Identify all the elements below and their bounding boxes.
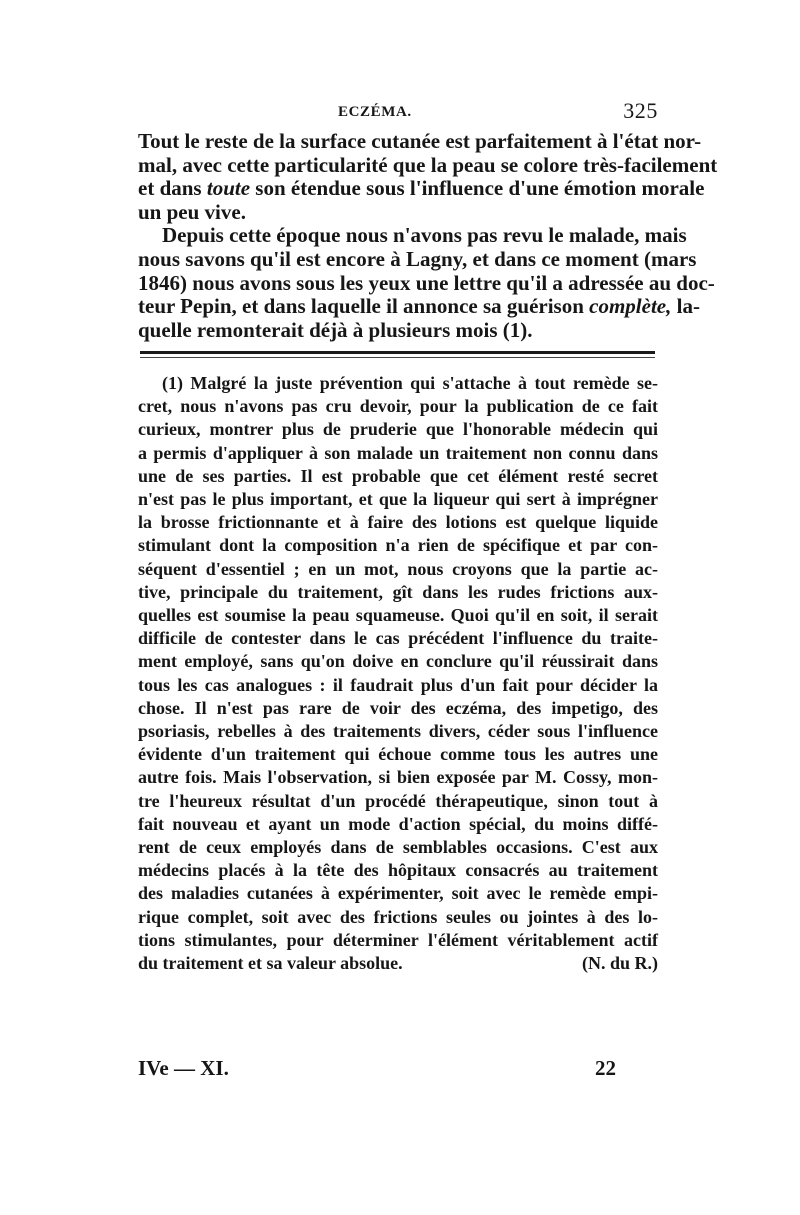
- italic-word: toute: [206, 176, 251, 201]
- text-line: Tout le reste de la surface cutanée est parfaitement à l'état nor-: [138, 129, 702, 153]
- footnote: [138, 372, 658, 975]
- footnote-last-line: du traitement et sa valeur absolue. (N. du R.): [138, 952, 658, 975]
- paragraph-2: [138, 223, 715, 342]
- footnote-line: tions stimulantes, pour déterminer l'élément véritablement actif: [138, 929, 658, 950]
- footnote-line: la brosse frictionnante et à faire des lotions est quelque liquide: [138, 512, 658, 533]
- footnote-line: quelles est soumise la peau squameuse. Quoi qu'il en soit, il serait: [138, 605, 658, 626]
- text-line: Depuis cette époque nous n'avons pas revu le malade, mais: [162, 223, 687, 248]
- footnote-line: a permis d'appliquer à son malade un traitement non connu dans: [138, 442, 658, 463]
- footnote-line: autre fois. Mais l'observation, si bien exposée par M. Cossy, mon-: [138, 767, 658, 788]
- footnote-line: (1) Malgré la juste prévention qui s'attache à tout remède se-: [162, 373, 658, 393]
- footnote-line: médecins placés à la tête des hôpitaux consacrés au traitement: [138, 860, 658, 881]
- footnote-line: une de ses parties. Il est probable que cet élément resté secret: [138, 465, 658, 486]
- footnote-lines: [138, 372, 658, 952]
- editor-attribution: (N. du R.): [581, 953, 658, 974]
- text-line: mal, avec cette particularité que la peau se colore très-facilement: [138, 152, 718, 177]
- footnote-line: rent de ceux employés dans de semblables occasions. C'est aux: [138, 837, 658, 858]
- footnote-line: des maladies cutanées à expérimenter, soit avec le remède empi-: [138, 883, 658, 904]
- footnote-line: cret, nous n'avons pas cru devoir, pour la publication de ce fait: [138, 396, 658, 417]
- footnote-line: fait nouveau et ayant un mode d'action spécial, du moins diffé-: [138, 813, 658, 834]
- footnote-line: ment employé, sans qu'on doive en conclure qu'il réussirait dans: [138, 651, 658, 672]
- printer-signature-line: [138, 1056, 616, 1086]
- footnote-separator-thin-rule: [140, 357, 655, 358]
- text-line: teur Pepin, et dans laquelle il annonce sa guérison complète, la-: [138, 294, 700, 319]
- footnote-line: évidente d'un traitement qui échoue comme tous les autres une: [138, 744, 658, 765]
- footnote-line: tive, principale du traitement, gît dans les rudes frictions aux-: [138, 581, 658, 602]
- footnote-separator-rule: [140, 351, 655, 354]
- paragraph-1: [138, 129, 718, 224]
- main-text: [138, 129, 718, 342]
- footnote-line: stimulant dont la composition n'a rien de spécifique et par con-: [138, 535, 658, 556]
- text-line: et dans toute son étendue sous l'influence d'une émotion morale: [138, 176, 705, 201]
- text-line: nous savons qu'il est encore à Lagny, et dans ce moment (mars: [138, 246, 697, 271]
- italic-word: complète,: [589, 294, 672, 319]
- footnote-line: curieux, montrer plus de pruderie que l'honorable médecin qui: [138, 419, 658, 440]
- footnote-line: rique complet, soit avec des frictions seules ou jointes à des lo-: [138, 906, 658, 927]
- signature-mark: IVe — XI.: [138, 1056, 229, 1080]
- text-line: quelle remonterait déjà à plusieurs mois (1).: [138, 317, 533, 342]
- sheet-number: 22: [595, 1056, 616, 1080]
- text-line: 1846) nous avons sous les yeux une lettre qu'il a adressée au doc-: [138, 270, 715, 295]
- footnote-line: n'est pas le plus important, et que la liqueur qui sert à imprégner: [138, 489, 658, 510]
- text-line: un peu vive.: [138, 199, 246, 224]
- running-head: [138, 92, 658, 128]
- running-title: ECZÉMA.: [338, 104, 412, 120]
- page-number: 325: [623, 98, 658, 123]
- footnote-line: tous les cas analogues : il faudrait plus d'un fait pour décider la: [138, 674, 658, 695]
- footnote-line: séquent d'essentiel ; en un mot, nous croyons que la partie ac-: [138, 558, 658, 579]
- footnote-line: tre l'heureux résultat d'un procédé thérapeutique, sinon tout à: [138, 790, 658, 811]
- footnote-line: chose. Il n'est pas rare de voir des eczéma, des impetigo, des: [138, 697, 658, 718]
- footnote-line: difficile de contester dans le cas précédent l'influence du traite-: [138, 628, 658, 649]
- footnote-line: psoriasis, rebelles à des traitements divers, céder sous l'influence: [138, 721, 658, 742]
